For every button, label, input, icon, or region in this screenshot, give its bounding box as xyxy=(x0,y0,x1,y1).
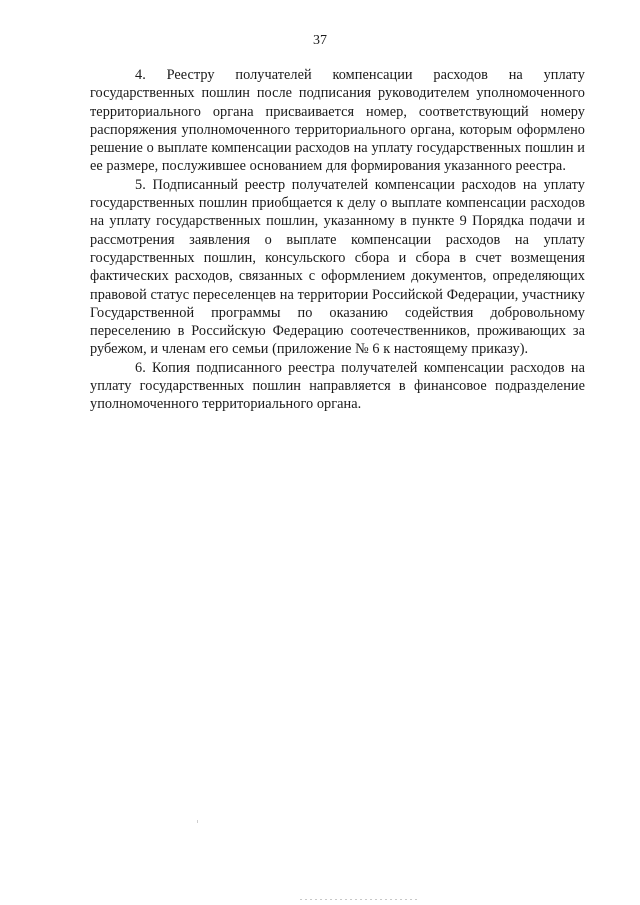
paragraph-6: 6. Копия подписанного реестра получателей компенсации расходов на уплату государственных пошлин направляется в финансовое подразделение уполномоченного территориального органа. xyxy=(90,359,585,413)
page-number: 37 xyxy=(313,33,327,48)
document-body xyxy=(90,66,585,414)
scan-artifact xyxy=(197,820,198,823)
scan-artifact xyxy=(300,899,420,900)
paragraph-5: 5. Подписанный реестр получателей компенсации расходов на уплату государственных пошлин приобщается к делу о выплате компенсации расходов на уплату государственных пошлин, указанному в пункте 9 Порядка подачи и рассмотрения заявления о выплате компенсации расходов на уплату государственных пошлин, консульского сбора и сбора в счет возмещения фактических расходов, связанных с оформлением документов, определяющих правовой статус переселенцев на территории Российской Федерации, участнику Государственной программы по оказанию содействия добровольному переселению в Российскую Федерацию соотечественников, проживающих за рубежом, и членам его семьи (приложение № 6 к настоящему приказу). xyxy=(90,176,585,358)
paragraph-4: 4. Реестру получателей компенсации расходов на уплату государственных пошлин после подписания руководителем уполномоченного территориального органа присваивается номер, соответствующий номеру распоряжения уполномоченного территориального органа, которым оформлено решение о выплате компенсации расходов на уплату государственных пошлин и ее размере, послужившее основанием для формирования указанного реестра. xyxy=(90,67,585,175)
